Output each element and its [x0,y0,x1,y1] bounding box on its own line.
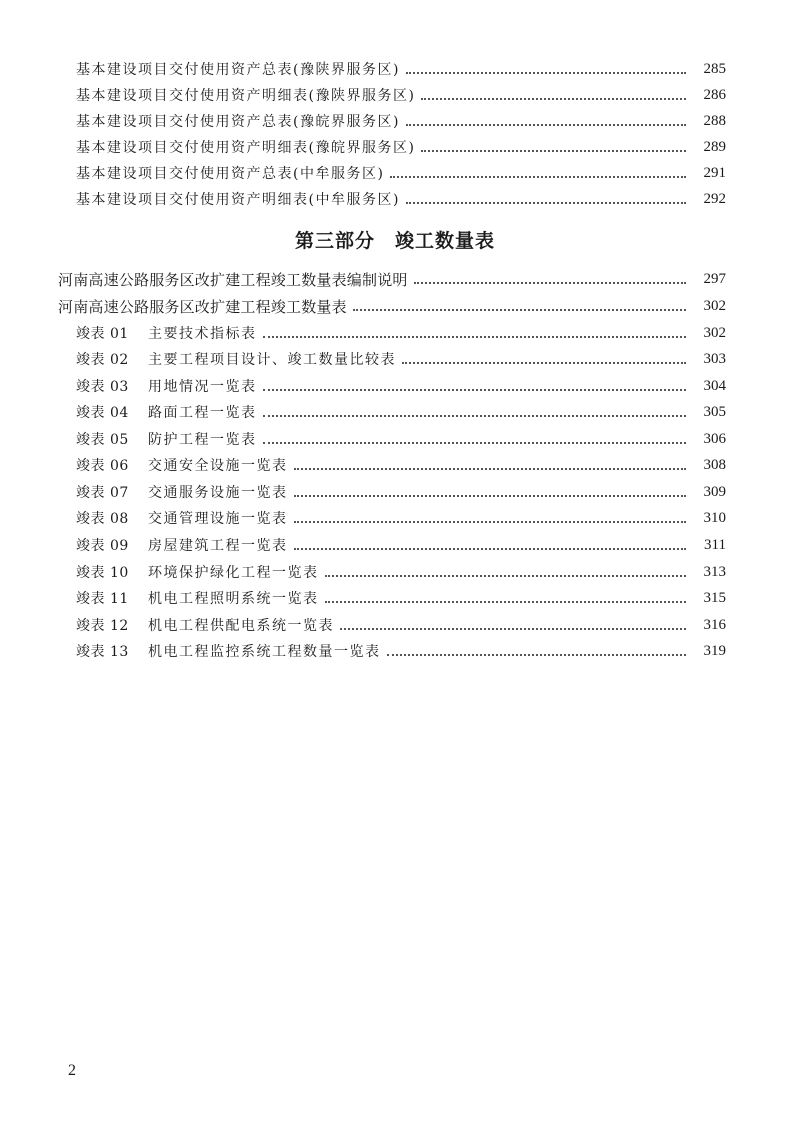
toc-entry [0,56,790,82]
toc-entry-title: 机电工程监控系统工程数量一览表 [148,644,381,660]
toc-entry-page: 291 [703,164,726,181]
toc-entry-page: 292 [703,190,726,207]
dot-leader [353,295,686,311]
toc-subentry [0,452,790,478]
dot-leader [263,375,687,391]
toc-entry-page: 286 [703,86,726,103]
toc-entry [0,266,790,292]
toc-entry-page: 319 [703,642,726,659]
toc-subentry [0,585,790,611]
toc-entry-title: 用地情况一览表 [148,379,257,395]
toc-entry-page: 303 [703,350,726,367]
dot-leader [294,454,687,470]
toc-entry-title: 基本建设项目交付使用资产明细表(豫皖界服务区) [76,140,416,156]
table-code: 竣表 04 [76,405,129,421]
dot-leader [294,481,687,497]
dot-leader [263,428,687,444]
toc-subentry [0,559,790,585]
toc-entry [0,160,790,186]
table-code: 竣表 03 [76,379,129,395]
toc-entry [0,186,790,212]
dot-leader [325,561,687,577]
toc-entry-title: 基本建设项目交付使用资产总表(豫皖界服务区) [76,114,400,130]
toc-entry-page: 305 [703,403,726,420]
toc-entry-page: 313 [703,563,726,580]
dot-leader [390,162,686,178]
toc-entry-title: 基本建设项目交付使用资产明细表(豫陕界服务区) [76,88,416,104]
toc-subentry [0,346,790,372]
toc-subentry [0,479,790,505]
toc-subentry [0,505,790,531]
table-code: 竣表 10 [76,565,129,581]
toc-entry-page: 308 [703,456,726,473]
table-code: 竣表 01 [76,326,129,342]
toc-entry-page: 306 [703,430,726,447]
dot-leader [406,58,686,74]
dot-leader [294,507,687,523]
toc-entry-title: 基本建设项目交付使用资产总表(豫陕界服务区) [76,62,400,78]
dot-leader [387,640,687,656]
toc-entry-page: 297 [703,270,726,287]
toc-entry-title: 基本建设项目交付使用资产总表(中牟服务区) [76,166,385,182]
toc-entry-title: 交通管理设施一览表 [148,511,288,527]
dot-leader [340,614,686,630]
page-number: 2 [68,1062,76,1079]
toc-entry-page: 309 [703,483,726,500]
toc-entry-page: 316 [703,616,726,633]
toc-entry-page: 304 [703,377,726,394]
toc-entry-page: 315 [703,589,726,606]
toc-subentry [0,426,790,452]
table-code: 竣表 08 [76,511,129,527]
toc-entry [0,82,790,108]
toc-subentry [0,399,790,425]
toc-entry-page: 302 [703,297,726,314]
table-code: 竣表 06 [76,458,129,474]
dot-leader [421,136,686,152]
dot-leader [294,534,687,550]
toc-subentry [0,638,790,664]
toc-entry-title: 主要工程项目设计、竣工数量比较表 [148,352,396,368]
dot-leader [325,587,687,603]
toc-entry-page: 285 [703,60,726,77]
toc-entry-title: 机电工程照明系统一览表 [148,591,319,607]
toc-entry-title: 主要技术指标表 [148,326,257,342]
toc-subentry [0,532,790,558]
dot-leader [402,348,686,364]
dot-leader [263,401,687,417]
section-heading: 第三部分 竣工数量表 [294,230,495,252]
toc-entry-title: 环境保护绿化工程一览表 [148,565,319,581]
toc-subentry [0,373,790,399]
toc-subentry [0,320,790,346]
dot-leader [421,84,686,100]
toc-entry [0,293,790,319]
table-code: 竣表 02 [76,352,129,368]
toc-subentry [0,612,790,638]
toc-entry-title: 河南高速公路服务区改扩建工程竣工数量表 [58,297,347,316]
table-code: 竣表 12 [76,618,129,634]
toc-entry-page: 311 [704,536,726,553]
toc-entry-page: 302 [703,324,726,341]
table-code: 竣表 07 [76,485,129,501]
toc-entry-page: 289 [703,138,726,155]
toc-entry-title: 交通安全设施一览表 [148,458,288,474]
dot-leader [406,188,686,204]
toc-entry-title: 防护工程一览表 [148,432,257,448]
table-code: 竣表 11 [76,591,129,607]
toc-entry-title: 基本建设项目交付使用资产明细表(中牟服务区) [76,192,400,208]
table-code: 竣表 09 [76,538,129,554]
toc-entry-title: 河南高速公路服务区改扩建工程竣工数量表编制说明 [58,270,408,289]
toc-entry-page: 310 [703,509,726,526]
dot-leader [406,110,686,126]
toc-entry-title: 交通服务设施一览表 [148,485,288,501]
table-code: 竣表 05 [76,432,129,448]
toc-entry-title: 路面工程一览表 [148,405,257,421]
toc-entry-title: 房屋建筑工程一览表 [148,538,288,554]
toc-entry-page: 288 [703,112,726,129]
toc-entry [0,108,790,134]
table-code: 竣表 13 [76,644,129,660]
toc-entry-title: 机电工程供配电系统一览表 [148,618,334,634]
dot-leader [263,322,687,338]
dot-leader [414,268,686,284]
toc-entry [0,134,790,160]
